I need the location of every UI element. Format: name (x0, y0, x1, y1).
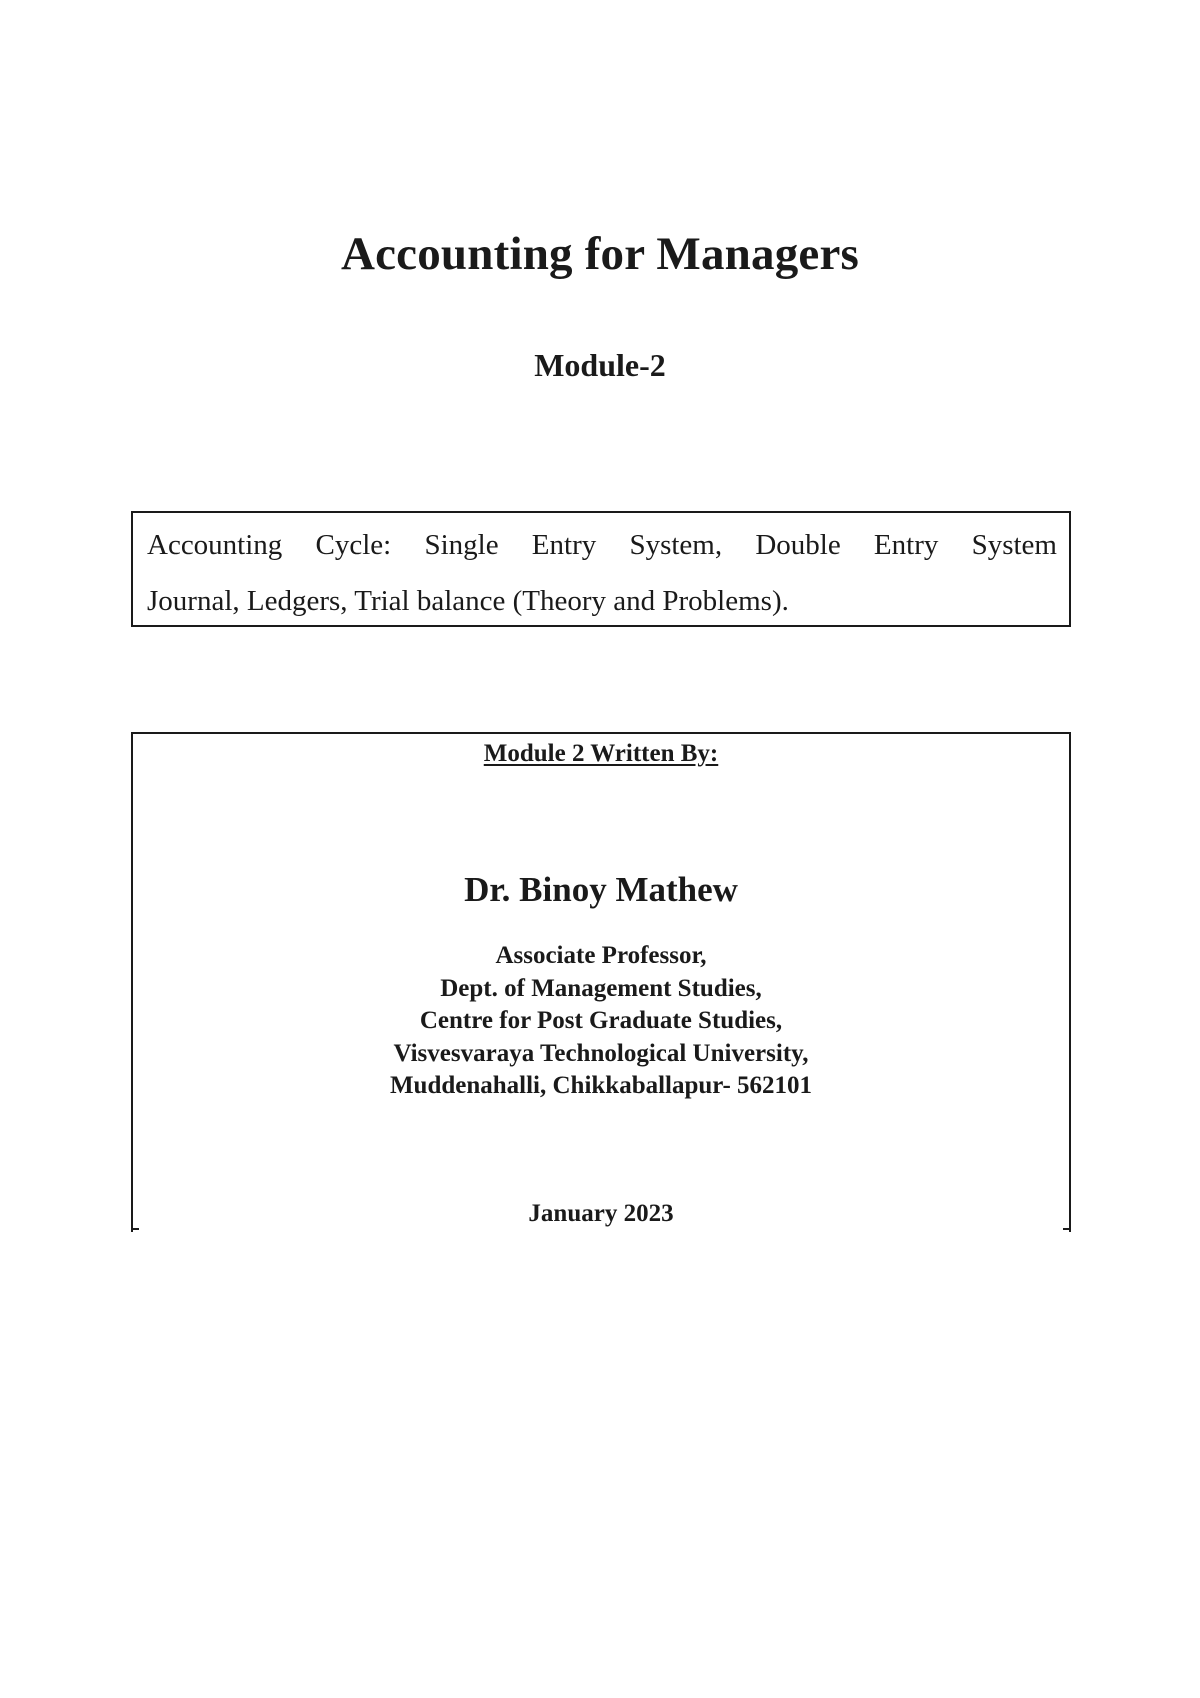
affiliation-line: Associate Professor, (495, 942, 707, 969)
affiliation-line: Visvesvaraya Technological University, (393, 1039, 809, 1067)
affiliation-line: Muddenahalli, Chikkaballapur- 562101 (389, 1072, 813, 1099)
document-date: January 2023 (528, 1200, 674, 1227)
author-affiliation (131, 940, 1071, 1103)
affiliation-line: Centre for Post Graduate Studies, (419, 1007, 783, 1034)
document-title: Accounting for Managers (340, 228, 860, 280)
written-by-text: Module 2 Written By: (483, 740, 719, 767)
module-label: Module-2 (534, 347, 666, 383)
author-name: Dr. Binoy Mathew (464, 870, 738, 909)
written-by-heading (131, 738, 1071, 770)
syllabus-line-1: Accounting Cycle: Single Entry System, Double Entry System (147, 529, 1057, 561)
affiliation-line: Dept. of Management Studies, (440, 974, 762, 1002)
syllabus-box (131, 511, 1071, 627)
syllabus-line-2: Journal, Ledgers, Trial balance (Theory and Problems). (147, 585, 789, 617)
